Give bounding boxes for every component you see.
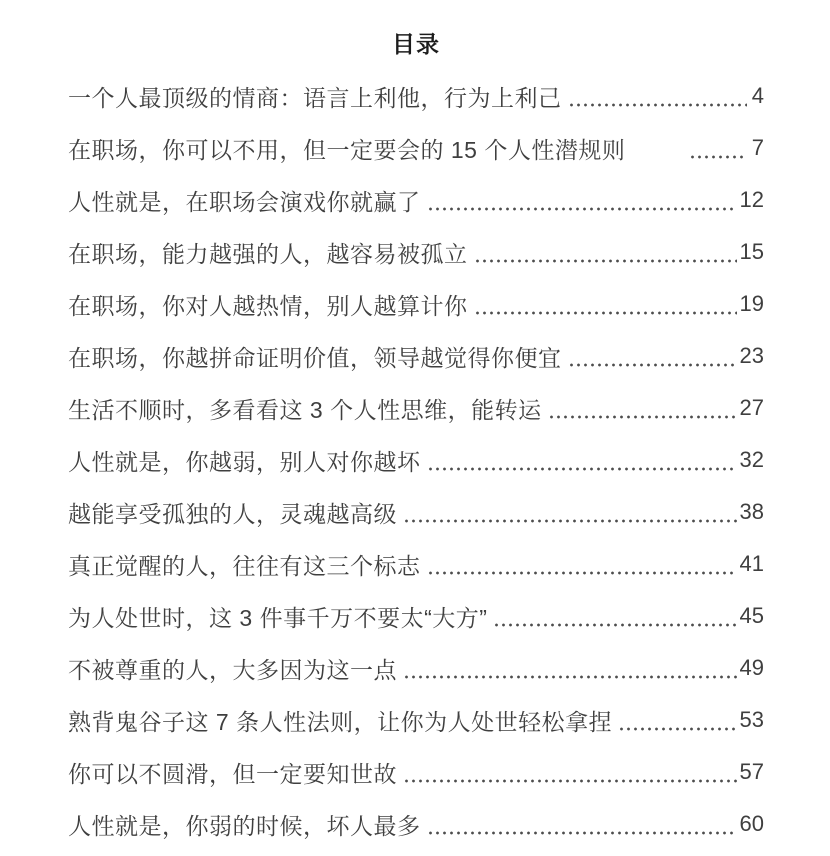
toc-page-number: 32	[739, 447, 764, 472]
toc-entry[interactable]	[68, 122, 764, 174]
toc-page-number: 12	[739, 187, 764, 212]
toc-entry-title: 在职场，你对人越热情，别人越算计你	[68, 292, 468, 319]
toc-page-number: 38	[739, 499, 764, 524]
toc-dot-leader	[548, 382, 737, 434]
toc-entry[interactable]	[68, 538, 764, 590]
toc-page-number: 23	[739, 343, 764, 368]
toc-dot-leader	[427, 434, 737, 486]
toc-entry[interactable]	[68, 70, 764, 122]
toc-entry-title: 越能享受孤独的人，灵魂越高级	[68, 500, 397, 527]
toc-entry[interactable]	[68, 486, 764, 538]
toc-entry[interactable]	[68, 226, 764, 278]
toc-entry-title: 在职场，能力越强的人，越容易被孤立	[68, 240, 468, 267]
toc-dot-leader	[427, 798, 737, 850]
toc-dot-leader	[403, 486, 737, 538]
toc-entry-title: 生活不顺时，多看看这 3 个人性思维，能转运	[68, 396, 542, 423]
toc-dot-leader	[493, 590, 736, 642]
toc-entry[interactable]	[68, 434, 764, 486]
toc-entry[interactable]	[68, 642, 764, 694]
toc-dot-leader	[474, 226, 737, 278]
toc-dot-leader	[568, 70, 748, 122]
toc-dot-leader	[403, 746, 737, 798]
toc-page-number: 4	[751, 83, 764, 108]
toc-dot-leader	[427, 174, 737, 226]
toc-entry-title: 真正觉醒的人，往往有这三个标志	[68, 552, 421, 579]
toc-page-number: 41	[739, 551, 764, 576]
toc-entry[interactable]	[68, 278, 764, 330]
toc-entry-title: 在职场，你可以不用，但一定要会的 15 个人性潜规则	[68, 136, 626, 163]
toc-entry[interactable]	[68, 746, 764, 798]
toc-dot-leader	[403, 642, 737, 694]
toc-page-number: 27	[739, 395, 764, 420]
toc-entry-title: 熟背鬼谷子这 7 条人性法则，让你为人处世轻松拿捏	[68, 708, 613, 735]
page-title: 目录	[392, 31, 440, 57]
toc-page-number: 60	[739, 811, 764, 836]
toc-dot-leader	[427, 538, 737, 590]
toc-entry-title: 在职场，你越拼命证明价值，领导越觉得你便宜	[68, 344, 562, 371]
toc-page-number: 53	[739, 707, 764, 732]
toc-page-number: 49	[739, 655, 764, 680]
toc-page-number: 19	[739, 291, 764, 316]
toc-entry-title: 为人处世时，这 3 件事千万不要太“大方”	[68, 604, 488, 631]
toc-page-number: 7	[751, 135, 764, 160]
toc-leader-gap	[625, 148, 683, 149]
toc-entry[interactable]	[68, 382, 764, 434]
toc-page-number: 57	[739, 759, 764, 784]
toc-entry-title: 人性就是，在职场会演戏你就赢了	[68, 188, 421, 215]
toc-entry[interactable]	[68, 694, 764, 746]
toc-entry-title: 人性就是，你越弱，别人对你越坏	[68, 448, 421, 475]
toc-dot-leader	[689, 122, 747, 174]
toc-entry[interactable]	[68, 590, 764, 642]
toc-entry[interactable]	[68, 330, 764, 382]
toc-dot-leader	[618, 694, 736, 746]
toc-list	[68, 70, 764, 850]
toc-page-number: 15	[739, 239, 764, 264]
toc-dot-leader	[568, 330, 737, 382]
toc-entry-title: 你可以不圆滑，但一定要知世故	[68, 760, 397, 787]
toc-entry[interactable]	[68, 174, 764, 226]
toc-dot-leader	[474, 278, 737, 330]
toc-entry-title: 人性就是，你弱的时候，坏人最多	[68, 812, 421, 839]
toc-entry-title: 不被尊重的人，大多因为这一点	[68, 656, 397, 683]
toc-page-number: 45	[739, 603, 764, 628]
toc-entry-title: 一个人最顶级的情商：语言上利他，行为上利己	[68, 84, 562, 111]
toc-entry[interactable]	[68, 798, 764, 850]
